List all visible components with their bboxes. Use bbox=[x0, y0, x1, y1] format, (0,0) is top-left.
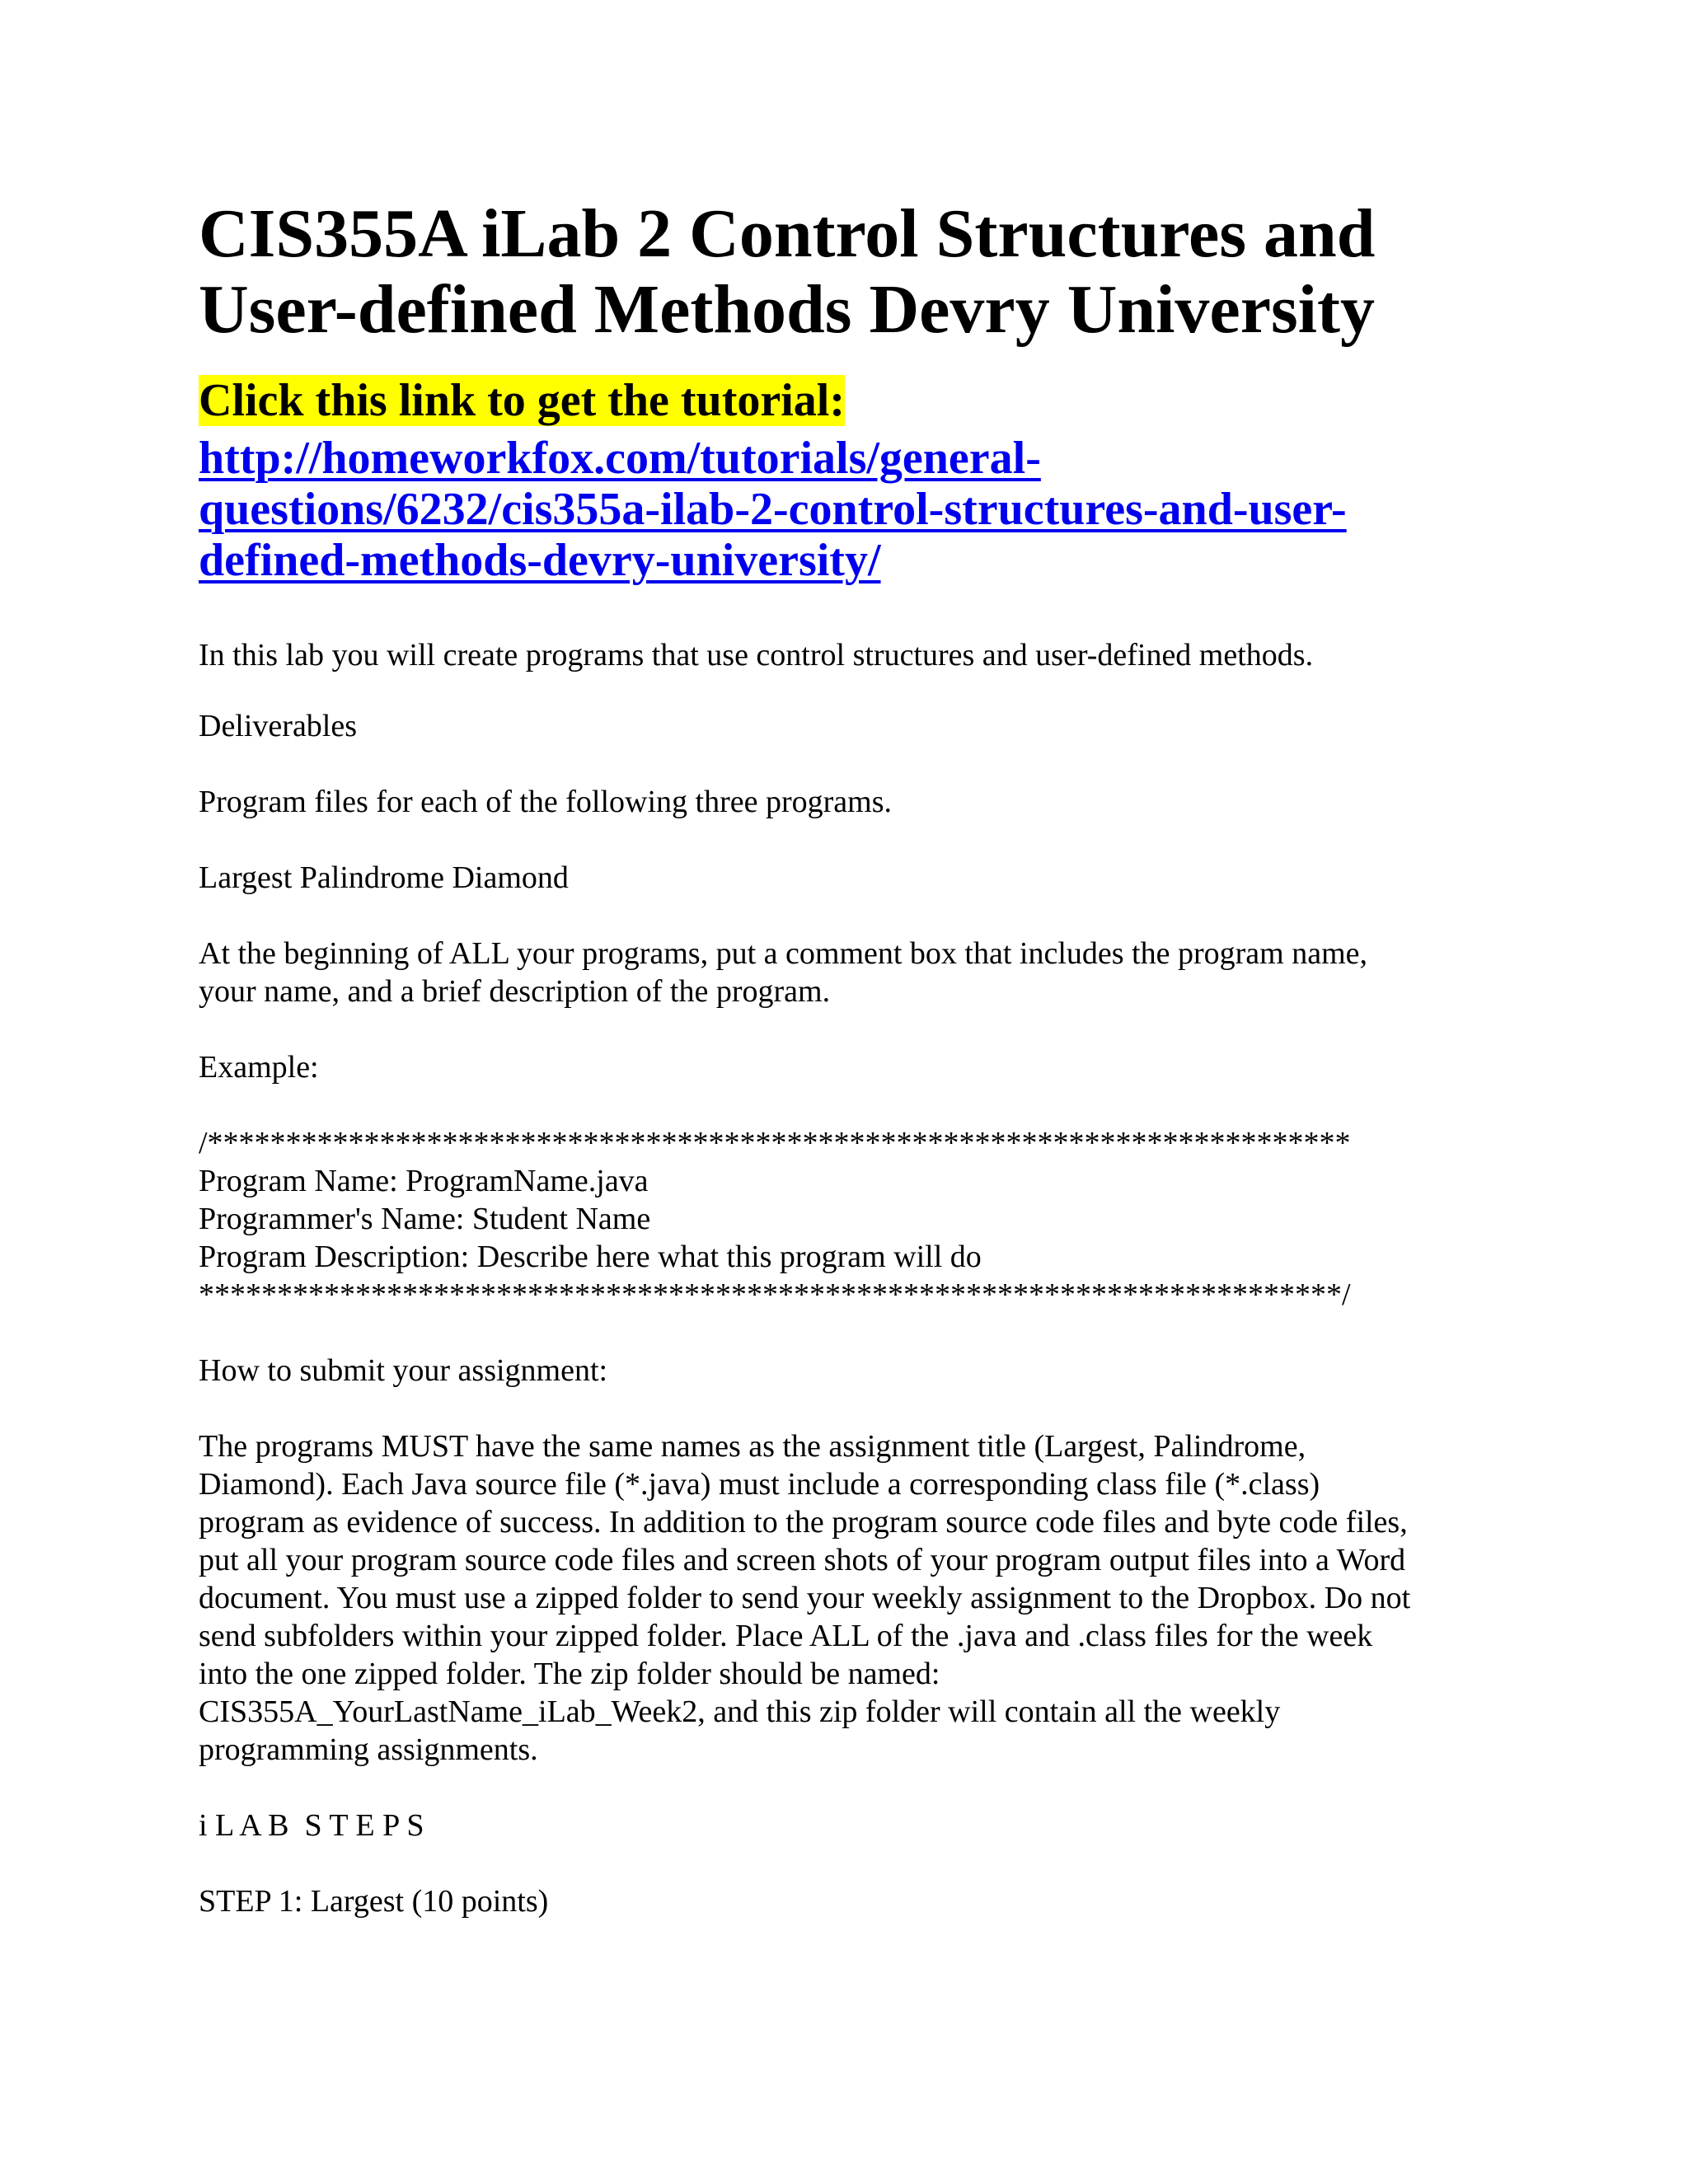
comment-line: Programmer's Name: Student Name bbox=[199, 1202, 651, 1236]
paragraph-line: The programs MUST have the same names as the assignment title (Largest, Palindrome, bbox=[199, 1429, 1306, 1464]
paragraph-line: send subfolders within your zipped folder. Place ALL of the .java and .class files for the week bbox=[199, 1619, 1373, 1653]
comment-line: *************************************************************************/ bbox=[199, 1277, 1351, 1312]
comment-line: /************************************************************************* bbox=[199, 1126, 1351, 1160]
paragraph-line: into the one zipped folder. The zip folder should be named: bbox=[199, 1657, 940, 1691]
paragraph-line: program as evidence of success. In addition to the program source code files and byte code files, bbox=[199, 1505, 1408, 1540]
link-line[interactable]: defined-methods-devry-university/ bbox=[199, 535, 881, 586]
paragraph-line: document. You must use a zipped folder to send your weekly assignment to the Dropbox. Do not bbox=[199, 1581, 1411, 1615]
step-1-heading: STEP 1: Largest (10 points) bbox=[199, 1884, 549, 1919]
paragraph-line: At the beginning of ALL your programs, put a comment box that includes the program name, bbox=[199, 936, 1367, 971]
submit-paragraph bbox=[199, 1427, 1410, 1769]
example-label: Example: bbox=[199, 1050, 319, 1085]
ilab-steps-heading: i L A B S T E P S bbox=[199, 1808, 424, 1843]
document-title bbox=[199, 196, 1375, 348]
link-line[interactable]: questions/6232/cis355a-ilab-2-control-structures-and-user- bbox=[199, 484, 1347, 535]
submit-heading: How to submit your assignment: bbox=[199, 1353, 608, 1388]
paragraph-line: CIS355A_YourLastName_iLab_Week2, and this zip folder will contain all the weekly bbox=[199, 1694, 1281, 1729]
paragraph-line: put all your program source code files and screen shots of your program output files into a Word bbox=[199, 1543, 1406, 1577]
paragraph-line: Diamond). Each Java source file (*.java) must include a corresponding class file (*.class) bbox=[199, 1467, 1320, 1502]
title-line: CIS355A iLab 2 Control Structures and bbox=[199, 195, 1376, 272]
program-list: Largest Palindrome Diamond bbox=[199, 860, 569, 895]
tutorial-callout: Click this link to get the tutorial: bbox=[199, 375, 845, 426]
tutorial-link[interactable] bbox=[199, 433, 1347, 586]
paragraph-line: your name, and a brief description of the program. bbox=[199, 974, 831, 1009]
program-files-paragraph: Program files for each of the following three programs. bbox=[199, 785, 893, 819]
paragraph-line: programming assignments. bbox=[199, 1732, 538, 1767]
link-line[interactable]: http://homeworkfox.com/tutorials/general- bbox=[199, 433, 1041, 484]
comment-line: Program Name: ProgramName.java bbox=[199, 1164, 649, 1198]
title-line: User-defined Methods Devry University bbox=[199, 271, 1375, 348]
deliverables-heading: Deliverables bbox=[199, 709, 358, 743]
comment-line: Program Description: Describe here what this program will do bbox=[199, 1240, 982, 1274]
comment-instructions bbox=[199, 935, 1367, 1010]
intro-paragraph: In this lab you will create programs that use control structures and user-defined methods. bbox=[199, 638, 1314, 673]
comment-box-example bbox=[199, 1124, 1351, 1314]
